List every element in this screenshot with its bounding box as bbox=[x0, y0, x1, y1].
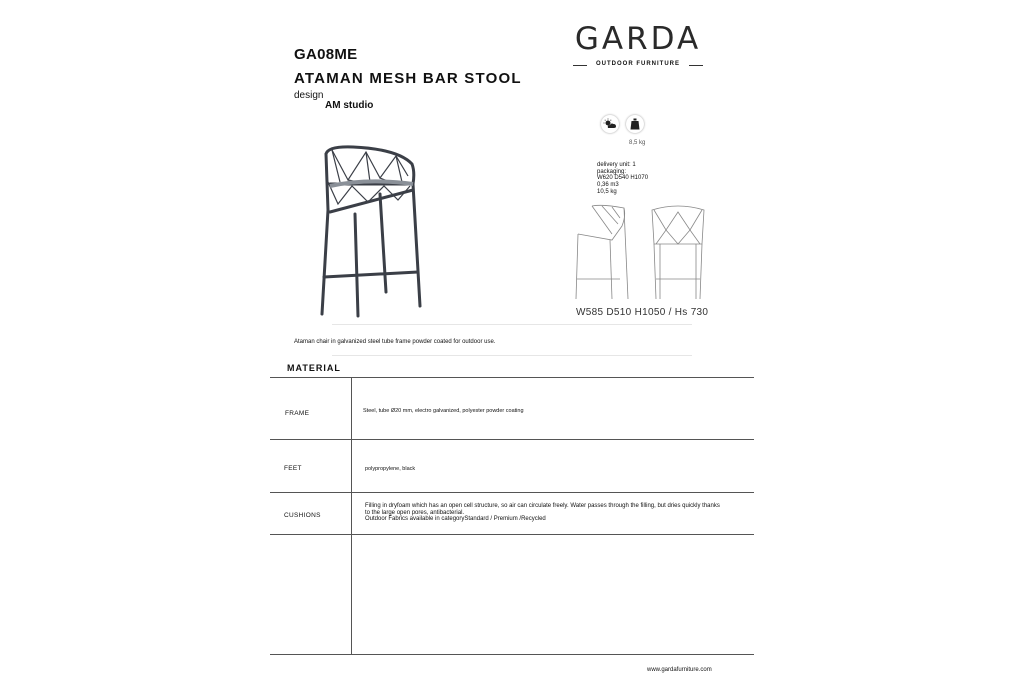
divider bbox=[332, 324, 692, 325]
packaging-weight: 10,5 kg bbox=[597, 188, 617, 195]
cushions-fabrics: Outdoor Fabrics available in categoryStandard / Premium /Recycled bbox=[365, 516, 546, 523]
weight-icon bbox=[626, 115, 644, 133]
garda-logo-graphic bbox=[572, 18, 704, 52]
stool-photo bbox=[318, 142, 424, 320]
delivery-info bbox=[597, 162, 648, 196]
table-rule bbox=[270, 654, 754, 655]
packaging-label: packaging: bbox=[597, 168, 627, 175]
sun-cloud-icon bbox=[601, 115, 619, 133]
frame-label: FRAME bbox=[285, 410, 310, 417]
table-column-divider bbox=[351, 378, 352, 655]
garda-logo bbox=[572, 18, 704, 52]
cushions-value bbox=[365, 503, 725, 523]
packaging-volume: 0,36 m3 bbox=[597, 182, 619, 189]
technical-drawings bbox=[572, 204, 708, 302]
feet-label: FEET bbox=[284, 465, 302, 472]
tagline-rule-right bbox=[689, 65, 703, 66]
feet-value: polypropylene, black bbox=[365, 466, 416, 472]
table-rule bbox=[270, 377, 754, 378]
product-description: Ataman chair in galvanized steel tube frame powder coated for outdoor use. bbox=[294, 339, 496, 345]
product-code: GA08ME bbox=[294, 46, 358, 63]
table-rule bbox=[270, 439, 754, 440]
divider bbox=[332, 355, 692, 356]
website-link[interactable]: www.gardafurniture.com bbox=[647, 667, 712, 673]
frame-value: Steel, tube Ø20 mm, electro galvanized, polyester powder coating bbox=[363, 408, 524, 414]
product-title: ATAMAN MESH BAR STOOL bbox=[294, 70, 522, 87]
logo-tagline bbox=[572, 61, 704, 71]
product-dimensions: W585 D510 H1050 / Hs 730 bbox=[576, 307, 709, 318]
packaging-dimensions: W620 D540 H1070 bbox=[597, 175, 649, 182]
weight-value: 8,5 kg bbox=[629, 140, 646, 146]
tagline-text: OUTDOOR FURNITURE bbox=[596, 61, 680, 67]
logo-text: GARDA bbox=[574, 21, 702, 52]
cushions-description: Filling in dryfoam which has an open cell structure, so air can circulate freely. Water passes through the filling, but dries quickly thanks to the large open pores, antibacterial. bbox=[365, 503, 720, 516]
design-label: design bbox=[294, 90, 324, 101]
designer-name: AM studio bbox=[325, 100, 374, 111]
table-rule bbox=[270, 534, 754, 535]
cushions-label: CUSHIONS bbox=[284, 512, 321, 519]
material-heading: MATERIAL bbox=[287, 363, 341, 373]
table-rule bbox=[270, 492, 754, 493]
delivery-unit: delivery unit: 1 bbox=[597, 162, 636, 168]
